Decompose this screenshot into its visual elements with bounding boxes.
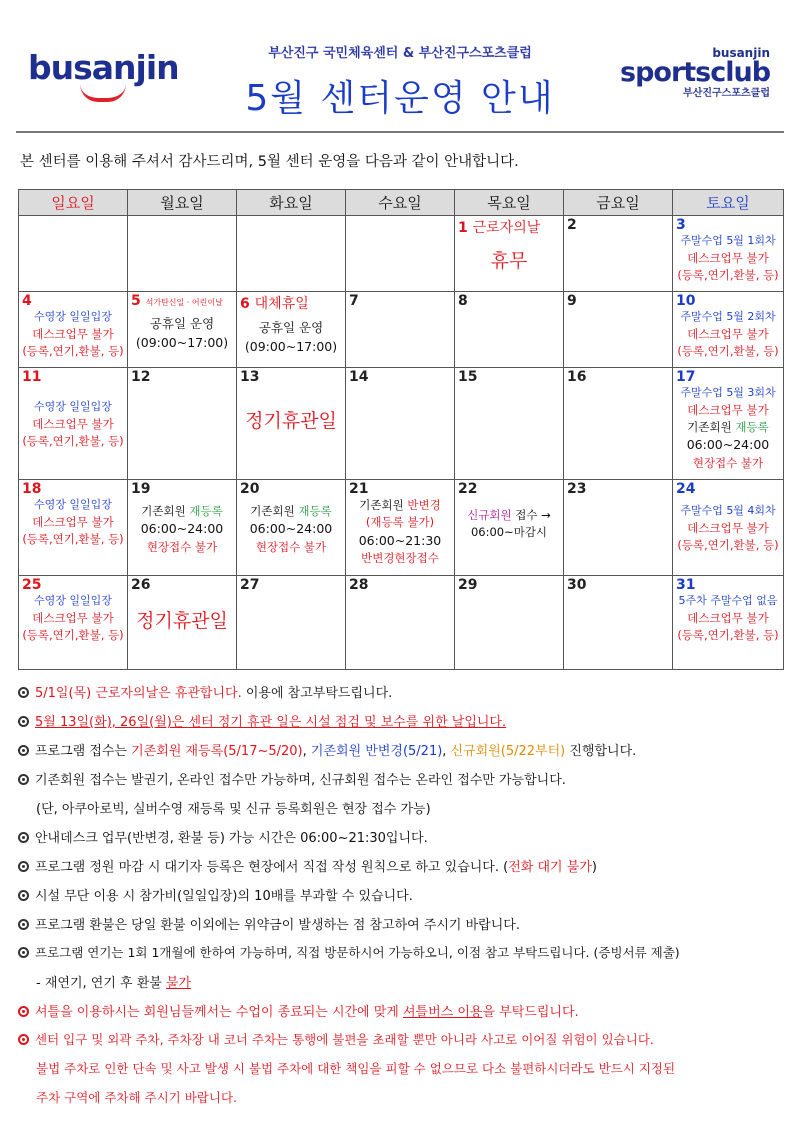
calendar-week-5: [19, 576, 784, 670]
day-cell-27: 27: [237, 576, 346, 670]
day-cell-17: 17 주말수업 5월 3회차 데스크업무 불가 기존회원 재등록 06:00~24:00 현장접수 불가: [673, 368, 784, 480]
note-item: 안내데스크 업무(반변경, 환불 등) 가능 시간은 06:00~21:30입니다.: [18, 827, 428, 846]
bullet-icon: [18, 1006, 29, 1017]
intro-text: 본 센터를 이용해 주셔서 감사드리며, 5월 센터 운영을 다음과 같이 안내합니다.: [20, 154, 519, 170]
day-cell-15: 15: [455, 368, 564, 480]
header-divider: [16, 131, 784, 133]
weekday-mon: 월요일: [128, 190, 237, 216]
day-cell-13: 13 정기휴관일: [237, 368, 346, 480]
day-cell-30: 30: [564, 576, 673, 670]
note-item: 기존회원 접수는 발권기, 온라인 접수만 가능하며, 신규회원 접수는 온라인 접수만 가능합니다.: [18, 769, 566, 788]
day-cell-empty: [237, 216, 346, 292]
note-item: 프로그램 환불은 당일 환불 이외에는 위약금이 발생하는 점 참고하여 주시기 바랍니다.: [18, 914, 520, 933]
bullet-icon: [18, 861, 29, 872]
bullet-icon: [18, 745, 29, 756]
calendar-week-1: [19, 216, 784, 292]
bullet-icon: [18, 832, 29, 843]
day-cell-24: 24 주말수업 5월 4회차 데스크업무 불가 (등록,연기,환불, 등): [673, 480, 784, 576]
day-cell-29: 29: [455, 576, 564, 670]
day-cell-26: 26 정기휴관일: [128, 576, 237, 670]
day-cell-31: 31 5주차 주말수업 없음 데스크업무 불가 (등록,연기,환불, 등): [673, 576, 784, 670]
page-title: 5월 센터운영 안내: [245, 78, 555, 119]
calendar-week-3: [19, 368, 784, 480]
note-item: 프로그램 정원 마감 시 대기자 등록은 현장에서 직접 작성 원칙으로 하고 있습니다. (전화 대기 불가): [18, 856, 597, 875]
note-item: 5/1일(목) 근로자의날은 휴관합니다. 이용에 참고부탁드립니다.: [18, 682, 392, 701]
day-cell-11: 11 수영장 일일입장 데스크업무 불가 (등록,연기,환불, 등): [19, 368, 128, 480]
bullet-icon: [18, 687, 29, 698]
day-cell-23: 23: [564, 480, 673, 576]
weekday-thu: 목요일: [455, 190, 564, 216]
note-item: 센터 입구 및 외곽 주차, 주차장 내 코너 주차는 통행에 불편을 초래할 뿐만 아니라 사고로 이어질 위험이 있습니다.: [18, 1030, 654, 1048]
header-subtitle: 부산진구 국민체육센터 & 부산진구스포츠클럽: [268, 46, 532, 61]
day-cell-28: 28: [346, 576, 455, 670]
weekday-fri: 금요일: [564, 190, 673, 216]
bullet-icon: [18, 919, 29, 930]
bullet-icon: [18, 1034, 29, 1045]
day-cell-7: 7: [346, 292, 455, 368]
note-item: 프로그램 연기는 1회 1개월에 한하여 가능하며, 직접 방문하시어 가능하오니, 이점 참고 부탁드립니다. (증빙서류 제출): [18, 943, 680, 961]
day-cell-4: 4 수영장 일일입장 데스크업무 불가 (등록,연기,환불, 등): [19, 292, 128, 368]
calendar-week-2: [19, 292, 784, 368]
busanjin-logo: busanjin: [28, 48, 179, 87]
day-cell-empty: [346, 216, 455, 292]
weekday-tue: 화요일: [237, 190, 346, 216]
day-cell-3: 3 주말수업 5월 1회차 데스크업무 불가 (등록,연기,환불, 등): [673, 216, 784, 292]
day-cell-9: 9: [564, 292, 673, 368]
day-cell-6: 6 대체휴일 공휴일 운영 (09:00~17:00): [237, 292, 346, 368]
day-cell-12: 12: [128, 368, 237, 480]
bullet-icon: [18, 716, 29, 727]
bullet-icon: [18, 947, 29, 958]
day-cell-20: 20 기존회원 재등록 06:00~24:00 현장접수 불가: [237, 480, 346, 576]
note-subitem: - 재연기, 연기 후 환불 불가: [36, 976, 192, 991]
day-cell-empty: [128, 216, 237, 292]
bullet-icon: [18, 890, 29, 901]
bullet-icon: [18, 774, 29, 785]
note-item: 프로그램 접수는 기존회원 재등록(5/17~5/20), 기존회원 반변경(5/21), 신규회원(5/22부터) 진행합니다.: [18, 740, 636, 759]
day-cell-22: 22 신규회원 접수 → 06:00~마감시: [455, 480, 564, 576]
calendar-table: [18, 189, 784, 670]
calendar-week-4: [19, 480, 784, 576]
day-cell-1: 1 근로자의날 휴무: [455, 216, 564, 292]
weekday-header-row: [19, 190, 784, 216]
sportsclub-logo: busanjin sportsclub 부산진구스포츠클럽: [620, 46, 771, 99]
day-cell-14: 14: [346, 368, 455, 480]
day-cell-2: 2: [564, 216, 673, 292]
note-subitem: 주차 구역에 주차해 주시기 바랍니다.: [36, 1090, 237, 1105]
day-cell-18: 18 수영장 일일입장 데스크업무 불가 (등록,연기,환불, 등): [19, 480, 128, 576]
weekday-wed: 수요일: [346, 190, 455, 216]
day-cell-25: 25 수영장 일일입장 데스크업무 불가 (등록,연기,환불, 등): [19, 576, 128, 670]
note-item: 셔틀을 이용하시는 회원님들께서는 수업이 종료되는 시간에 맞게 셔틀버스 이용을 부탁드립니다.: [18, 1001, 579, 1020]
day-cell-empty: [19, 216, 128, 292]
note-subitem: (단, 아쿠아로빅, 실버수영 재등록 및 신규 등록회원은 현장 접수 가능): [36, 802, 431, 817]
day-cell-19: 19 기존회원 재등록 06:00~24:00 현장접수 불가: [128, 480, 237, 576]
day-cell-21: 21 기존회원 반변경 (재등록 불가) 06:00~21:30 반변경현장접수: [346, 480, 455, 576]
note-item: 시설 무단 이용 시 참가비(일일입장)의 10배를 부과할 수 있습니다.: [18, 885, 413, 904]
header: [0, 0, 800, 130]
day-cell-8: 8: [455, 292, 564, 368]
day-cell-10: 10 주말수업 5월 2회차 데스크업무 불가 (등록,연기,환불, 등): [673, 292, 784, 368]
day-cell-16: 16: [564, 368, 673, 480]
weekday-sat: 토요일: [673, 190, 784, 216]
note-subitem: 불법 주차로 인한 단속 및 사고 발생 시 불법 주차에 대한 책임을 피할 수 없으므로 다소 불편하시더라도 반드시 지정된: [36, 1061, 676, 1076]
note-item: 5월 13일(화), 26일(월)은 센터 정기 휴관 일은 시설 점검 및 보수를 위한 날입니다.: [18, 711, 506, 730]
day-cell-5: 5 석가탄신일 · 어린이날 공휴일 운영 (09:00~17:00): [128, 292, 237, 368]
weekday-sun: 일요일: [19, 190, 128, 216]
